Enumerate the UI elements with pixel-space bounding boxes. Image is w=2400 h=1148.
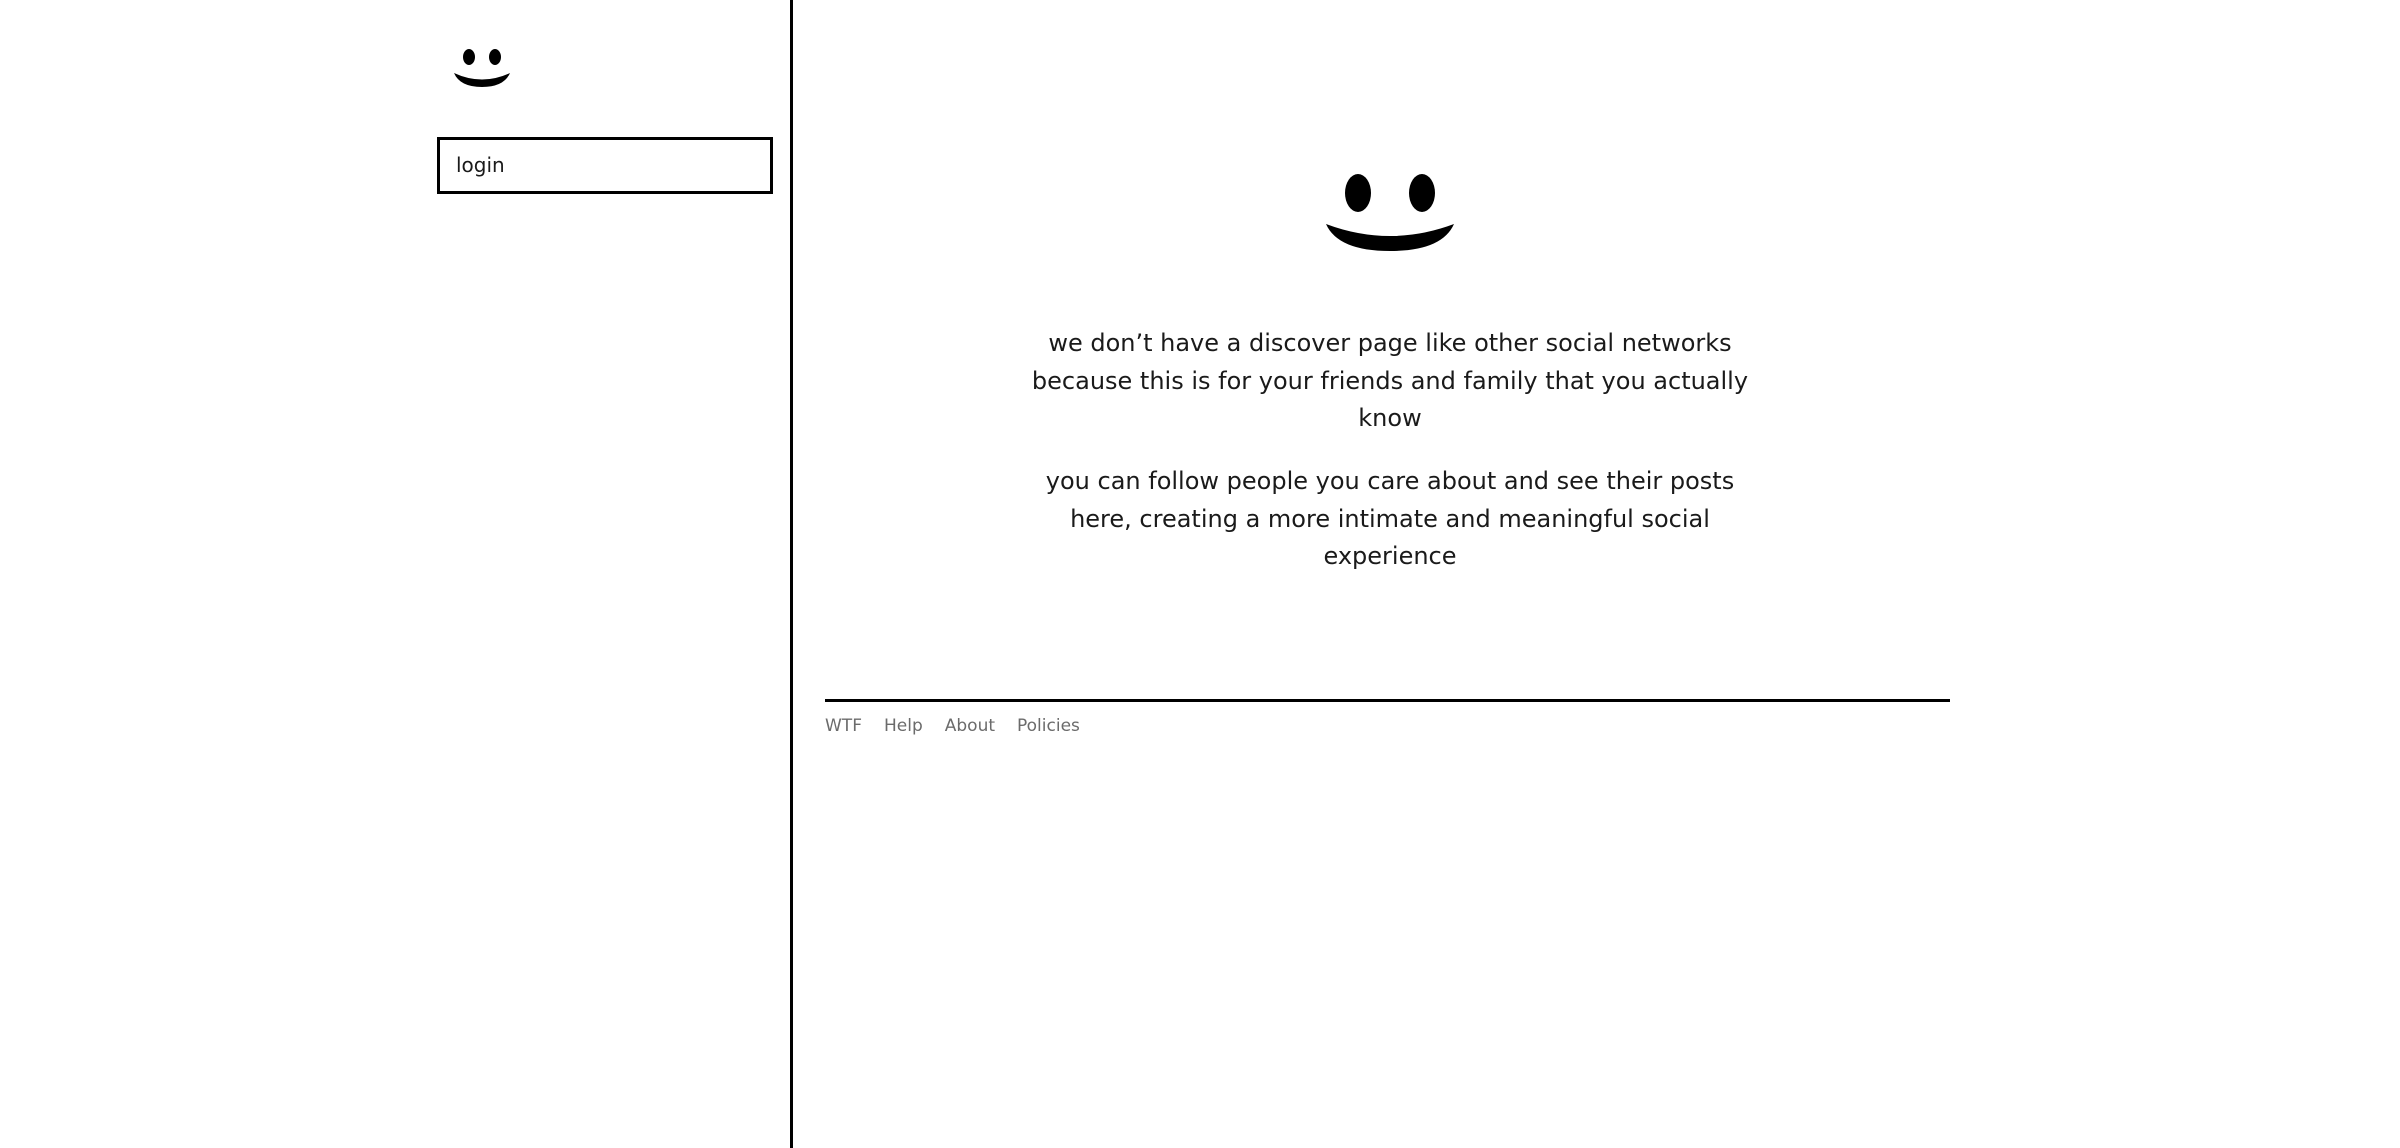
follow-message: you can follow people you care about and see their posts here, creating a more intimate and meaningful social experience	[1045, 467, 1735, 570]
footer-link-wtf[interactable]: WTF	[825, 716, 862, 736]
smiley-face-icon	[1324, 172, 1456, 256]
footer-link-help[interactable]: Help	[883, 716, 923, 736]
sidebar	[0, 0, 793, 1148]
login-button[interactable]: login	[437, 137, 773, 194]
footer-link-about[interactable]: About	[944, 716, 996, 736]
discover-message: we don’t have a discover page like other social networks because this is for your friends and family that you actually know	[1031, 329, 1749, 432]
smiley-face-icon[interactable]	[452, 46, 512, 90]
footer-link-policies[interactable]: Policies	[1017, 716, 1080, 736]
footer-divider	[825, 699, 1950, 702]
footer-nav	[825, 715, 1080, 737]
main-content	[796, 0, 2400, 1148]
